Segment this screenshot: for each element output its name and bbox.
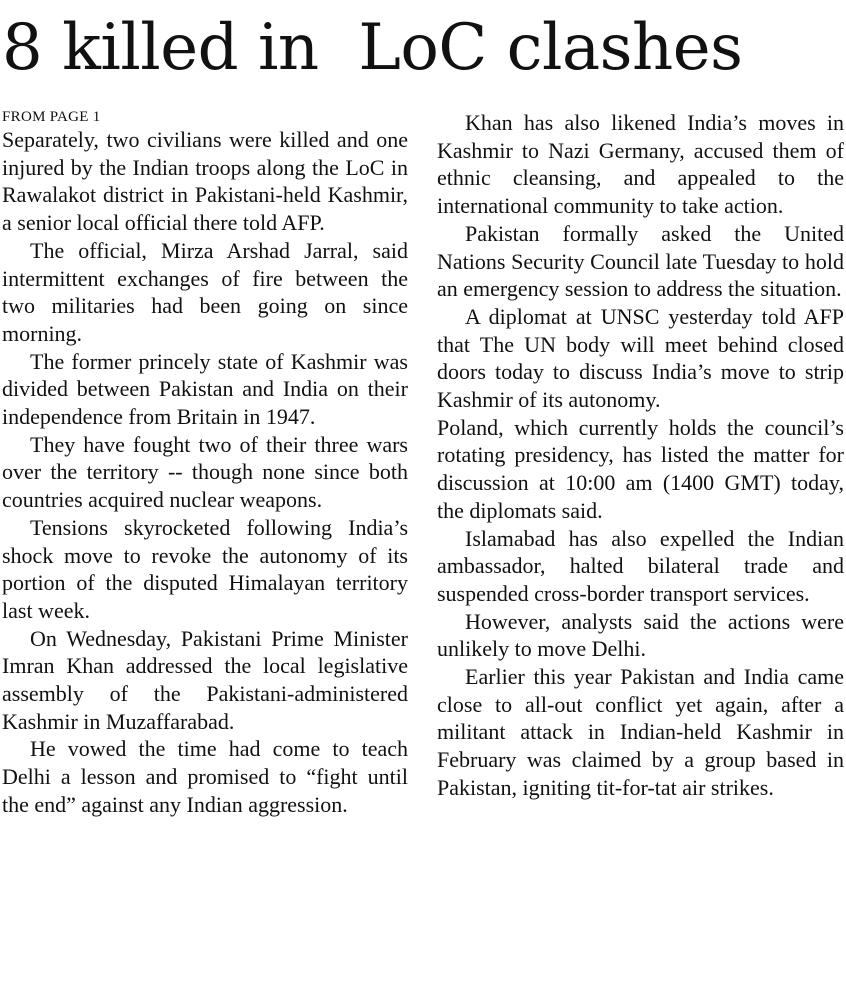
kicker-from-page: FROM PAGE 1 <box>2 109 101 125</box>
paragraph: Earlier this year Pakistan and India came close to all-out conflict yet again, after a militant attack in Indian-held Kashmir in February was claimed by a group based in Pakistan, igniting tit-for-tat air strikes. <box>437 664 844 800</box>
paragraph: However, analysts said the actions were unlikely to move Delhi. <box>437 608 844 662</box>
paragraph: He vowed the time had come to teach Delhi a lesson and promised to “fight until the end” against any Indian aggression. <box>2 736 408 817</box>
paragraph: They have fought two of their three wars over the territory -- though none since both countries acquired nuclear weapons. <box>2 431 408 513</box>
paragraph: Pakistan formally asked the United Nations Security Council late Tuesday to hold an emergency session to address the situation. <box>437 220 844 302</box>
paragraph: A diplomat at UNSC yesterday told AFP that The UN body will meet behind closed doors today to discuss India’s move to strip Kashmir of its autonomy. <box>437 303 844 413</box>
paragraph: Tensions skyrocketed following India’s shock move to revoke the autonomy of its portion of the disputed Himalayan territory last week. <box>2 514 408 623</box>
article-column-right <box>437 109 844 802</box>
paragraph: Islamabad has also expelled the Indian ambassador, halted bilateral trade and suspended cross-border transport services. <box>437 525 844 606</box>
paragraph: The former princely state of Kashmir was divided between Pakistan and India on their independence from Britain in 1947. <box>2 348 408 430</box>
paragraph: Poland, which currently holds the council’s rotating presidency, has listed the matter for discussion at 10:00 am (1400 GMT) today, the diplomats said. <box>437 414 844 523</box>
paragraph: Khan has also likened India’s moves in Kashmir to Nazi Germany, accused them of ethnic cleansing, and appealed to the international community to take action. <box>437 110 844 219</box>
paragraph: On Wednesday, Pakistani Prime Minister Imran Khan addressed the local legislative assembly of the Pakistani-administered Kashmir in Muzaffarabad. <box>2 625 408 734</box>
paragraph: The official, Mirza Arshad Jarral, said intermittent exchanges of fire between the two militaries had been going on since morning. <box>2 237 408 346</box>
article-column-left <box>2 106 408 819</box>
headline: 8 killed in LoC clashes <box>2 11 743 85</box>
paragraph: Separately, two civilians were killed and one injured by the Indian troops along the LoC in Rawalakot district in Pakistani-held Kashmir, a senior local official there told AFP. <box>2 127 408 236</box>
